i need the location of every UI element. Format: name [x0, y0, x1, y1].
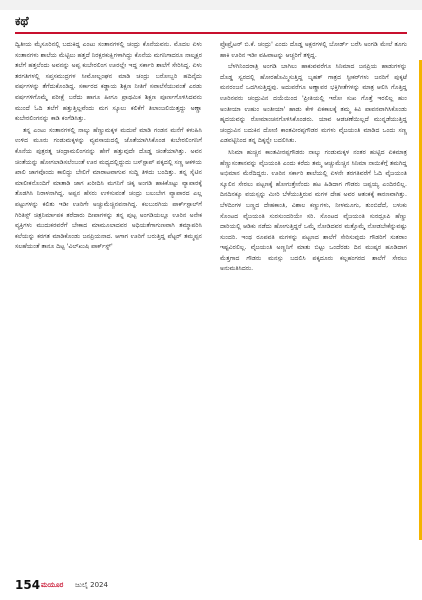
paragraph: ತನ್ನ ಎಂಟು ಸಂತಾನಗಳಲ್ಲಿ ನಾಲ್ಕು ಹೆಣ್ಣುಮಕ್ಕಳ ಮದುವೆ ಮಾಡಿ ಗಂಡನ ಮನೆಗೆ ಕಳುಹಿಸಿ ಉಳಿದ ಮೂರು ಗಂಡುಮಕ್ಕಳನ್ನು ವ್ಯವಸಾಯದಲ್ಲಿ ಜೊತೆಯಾಗಿಸಿಕೊಂಡ ಕುಬೇರಲಿಂಗನಿಗೆ ಕೊನೆಯ ಪುತ್ರರತ್ನ ಚಂದ್ರಾಮಲಿಂಗನನ್ನು ಹೇಗೆ ಹತ್ತುವುದೇ ದೊಡ್ಡ ಚಿಂತೆಯಾಗಿತ್ತು. ಅವನ ಚಿಂತೆಯನ್ನು ಹೋಗಲಾಡಿಸಲೆಂಬಂತೆ ಊರ ಮಧ್ಯದಲ್ಲಿದ್ದುದು ಬಸ್‌ಸ್ಟಾಪ್ ಪಕ್ಕದಲ್ಲಿ ಸಣ್ಣ ಆಕಳಿಯ ಖಾಲಿ ಜಾಗವೊಂದು ಕಾಲಿದ್ದು ಬೇಲಿಗೆ ಮಾರಾಟವಾಗುವ ಸುದ್ದಿ ತಿಳಿದು ಬಂದಿತ್ತು. ತನ್ನ ಸೈಟಿನ ಮಾಲೀಕನೊಂದಿಗೆ ಮಾತಾಡಿ ಜಾಗ ಖರೀದಿಸಿ ಮಗನಿಗೆ ಚಿಕ್ಕ ಅಂಗಡಿ ಹಾಕಿಕೊಟ್ಟು ವ್ಯಾಪಾರಕ್ಕೆ ತೊಡಗಿಸಿ ನಿರಾಳನಾಗಿದ್ದ. ಅಪ್ಪನ ಹೆಸರು ಉಳಿಸುವಂತೆ ಚಂದ್ರು ಬಲುಬೇಗ ವ್ಯಾಪಾರದ ಎಲ್ಲ ಪಟ್ಟುಗಳನ್ನು ಕಲಿತು ಇಡೀ ಊರಿಗೇ ಅಚ್ಚುಮೆಚ್ಚಿನವನಾಗಿದ್ದ. ಕಲಬುರಗಿಯ ಪಾರ್ಕ್‌ಸ್ಟಾಲ್‌ಗೆ ಗಿರಿತಿಸ್ಟ್ ಚಿತ್ರನಿರ್ಮಾಪಕ ತರೆದಾರು ದೀಪಾಗಳನ್ನು ತನ್ನ ಪುಟ್ಟ ಅಂಗಡಿಯಲ್ಲೂ ಊರಿನ ಅನೇಕ ವ್ಯಕ್ತಿಗಳು ಮುದುಕರವರೆಗೆ ಬೇಕಾದ ಮಾಮೂಲಾದವರ ಅಧಿಯತೆಗಾಗುಣವಾಗಿ ತಮ್ಮಾಪರಿಸಿ ಕಲೆಯನ್ನು ಕರಗತ ಮಾಡಿಕೊಂಡು ಜನಪ್ರಿಯನಾದ. ಆಗಾಗ ಊರಿಗೆ ಬರುತ್ತಿದ್ದ ಪೆಟ್ಟರ್ ತಮ್ಮಪ್ಪನ ಸಲಹೆಯಂತೆ ತಾನೂ ದಿಟ್ಟ 'ವಿಲ್‌ಖುಷಿ ಪಾರ್ಕ್‌ಸ್ಟ್' [15, 126, 202, 251]
section-title: ಕಥೆ [15, 14, 29, 28]
left-column [15, 40, 202, 575]
page-number: 154 [15, 578, 41, 592]
paragraph: ಸಿನಿಮಾ ಹುಚ್ಚಿನ ಕಾಂತವೀರಪ್ಪಗೌಡರು ನಾಲ್ಕು ಗಂಡುಮಕ್ಕಳ ನಂತರ ಹುಟ್ಟಿದ ಏಕಮಾತ್ರ ಹೆಣ್ಣುಸಂತಾನವನ್ನು ವೈಜಯಂತಿ ಎಂದು ಕರೆದು ತಮ್ಮ ಆಚ್ಚುಮೆಚ್ಚಿನ ಸಿನಿಮಾ ನಾಯಿಕೆಗ್ಗೆ ತಮಗಿದ್ದ ಅಭಿಮಾನ ಮೆರೆದಿದ್ದರು. ಊರಿನ ಸರ್ಕಾರಿ ಶಾಲೆಯಲ್ಲಿ ಏಳನೇ ತರಗತಿವರೆಗೆ ಓದಿ ವೈಜಯಂತಿ ಸ್ಕೂಲಿನ ಸೇರಲು ಪಟ್ಟಣಕ್ಕೆ ಹೋಗುತ್ತೇನೆಂದು ಹಟ ಹಿಡಿದಾಗ ಗೌಡರು ಜಪ್ಪಯ್ಯ ಎಂದಿರಲಿಲ್ಲ. ದಿನದಿನಕ್ಕೂ ವಯಸ್ಸನ್ನು ಮೀರಿ ಬೆಳೆಯುತ್ತಿರುವ ಮಗಳ ದೇಹ ಅವರ ಆತಂಕಕ್ಕೆ ಕಾರಣವಾಗಿತ್ತು. ಬೆಳದಿಂಗಳ ಬಣ್ಣದ ದೇಹಕಾಂತಿ, ವಿಶಾಲ ಕಣ್ಣುಗಳು, ನೀಳಮೂಗು, ತುಂಬಿದೆದೆ, ಬಳುಕು ಸೊಂಟದ ವೈಜಯಂತಿ ಸುರಸುಂದರಿಯೇ ಸರಿ. ಸೊಂಟದ ವೈಜಯಂತಿ ಸುರದ್ರೂಪಿ ಹೆಣ್ಣು ದಾರಿಯಲ್ಲಿ ಆಡಿಕು ನಡೆದು ಹೋಗುತ್ತಿದ್ದರೆ ಒಮ್ಮೆ ನೋಡಿದವರ ಮತ್ತೊಮ್ಮೆ ನೋಡಬೇಕೆನ್ನುವಷ್ಟು ಸುಂದರಿ. ಇಂಥ ರೂಪವತಿ ಮಗಳನ್ನು ಪಟ್ಟಣದ ಶಾಲೆಗೆ ಸೇರಿಸುವುದು ಗೌಡರಿಗೆ ಸುತರಾಂ ಇಷ್ಟವಿರಲಿಲ್ಲ. ವೈಜಯಂತಿ ಅಣ್ಣನಿಗೆ ಮಾತು ಬಿಟ್ಟು ಒಂದೆರಡು ದಿನ ಮುಷ್ಕರ ಹೂಡಿದಾಗ ಮೆತ್ತಗಾದ ಗೌಡರು ಮನಸ್ಸು ಬದಲಿಸಿ ಪಕ್ಕದೂರು ಕಲ್ಲಹಂಗರದ ಶಾಲೆಗೆ ಸೇರಲು ಅನುಮತಿಸಿದರು. [220, 148, 407, 273]
paragraph: ಬೆಳಗಿನಿಂದರಾತ್ರಿ ಅಂಗಡಿ ಬಾಗಿಲು ಹಾಕುವವರೆಗೂ ಸಿನಿಮಾದ ಜನಪ್ರಿಯ ಹಾಡುಗಳನ್ನು ದೊಡ್ಡ ಸ್ವರದಲ್ಲಿ ಹೋರಹೊಮ್ಮಿಸುತ್ತಿದ್ದ ಬೃಹತ್ ಗಾತ್ರದ ಸ್ಪೀಕರ್‌ಗಳು ಜನರಿಗೆ ಪುಕ್ಕಟೆ ಮನರಂಜನೆ ಒದಗಿಸುತ್ತಿದ್ದವು. ಅದುವರೆಗೂ ಅಣ್ಣಾವರ ಭಕ್ತಿಗೀತೆಗಳನ್ನು ಮಾತ್ರ ಆಲಿಸಿ ಗೊತ್ತಿದ್ದ ಊರಿನವರು ಚಂದ್ರುವಿನ ದಯೆಯಿಂದ 'ಪ್ರೀತಿಯಲ್ಲಿ ಇರೋ ಸುಖ ಗೊತ್ತೆ ಇರಲಿಲ್ಲ ಹುಂ ಅಂತೀಯಾ ಉಹುಂ ಅಂತೀಯಾ' ಹಾಡು ಕೇಳಿ ಏಕಕಾಲಕ್ಕೆ ತಮ್ಮ ಕಿವಿ ಪಾವನವಾಗಿಸಿಕೊಂಡು ಹೃದಯವನ್ನು ರೋಮಾಂಚನಗೊಳಿಸಿಕೊಂಡರು. ಯಾವ ಆಡಚಣೆಯಿಲ್ಲದೆ ಮುನ್ನಡೆಯುತ್ತಿದ್ದ ಚಂದ್ರುವಿನ ಬದುಕಿನ ದೋಣಿ ಕಾಂತವೀರಪ್ಪಗೌಡರ ಮಗಳು ವೈಜಯಂತಿ ಮಾಡಿದ ಒಂದು ಸಣ್ಣ ಎಡವಟ್ಟಿನಿಂದ ತನ್ನ ದಿಕ್ಕನ್ನೇ ಬದಲಿಸಿತು. [220, 63, 407, 145]
issue-date: ಜುಲೈ 2024 [75, 581, 108, 589]
right-column [220, 40, 407, 575]
magazine-name: ಮಯೂರ [41, 581, 64, 589]
paragraph: ಪ್ರೊಪ್ರೈಟರ್ ಬಿ.ಕೆ. ಚಂದ್ರು' ಎಂದು ದೊಡ್ಡ ಅಕ್ಷರಗಳಲ್ಲಿ ಬೋರ್ಡ್ ಬರೆಸಿ ಅಂಗಡಿ ಮೇಲೆ ತೂಗು ಹಾಕಿ ಊರಿನ ಇಡೀ ವಹಿವಾಟನ್ನು ಆಚ್ಚರಿಗೆ ತಳ್ಳಿದ್ದ. [220, 41, 407, 59]
page-footer [15, 578, 407, 594]
header-rule [15, 32, 407, 34]
page-header [15, 14, 407, 36]
top-margin-bar [0, 0, 422, 10]
paragraph: ದ್ವಿತೀಯ ಮೈಸೂರಿನಲ್ಲಿ ಬದುಕಿದ್ದ ಎಂಟು ಸಂತಾನಗಳಲ್ಲಿ ಚಂದ್ರು ಕೊನೆಯವನು. ಮೊದಲ ಏಳು ಸಂತಾನಗಳು ಶಾಲೆಯ ಮೆಟ್ಟಿಲು ಹತ್ತದೆ ನಿರಕ್ಷರಕುಕ್ಷಿಗಳಾಗಿದ್ದು ಕೊನೆಯ ಮಗನಿಗಾದರೂ ನಾಲ್ಕಕ್ಷರ ತಲೆಗೆ ಹತ್ತಲೆಂದು ಅವನನ್ನು ಅಪ್ಪ ಕುಬೇರಲಿಂಗ ಊರಲ್ಲೇ ಇದ್ದ ಸರ್ಕಾರಿ ಶಾಲೆಗೆ ಸೇರಿಸಿದ್ದ. ಏಳು ತರಗತಿಗಳಲ್ಲಿ ಸಪ್ತಸಮುದ್ರಗಳ ಸೀಮೋಲ್ಲಂಘನ ಮಾಡಿ ಚಂದ್ರು ಬರೋಬ್ಬರಿ ಹದಿನೈದು ವರ್ಷಗಳನ್ನು ತೆಗೆದುಕೊಂಡಿದ್ದ. ಸರ್ಕಾರದ ಕಡ್ಡಾಯ ಶಿಕ್ಷಣ ನೀತಿಗೆ ಸವಾಲೆಸೆಯುವಂತೆ ಎರಡು ವರ್ಷಗಳಿಗೊಮ್ಮೆ ಪರೀಕ್ಷೆ ಬರೆದು ಹಾಗೂ ಹೀಗೂ ಪ್ರಾಥಮಿಕ ಶಿಕ್ಷಣ ಪೂರ್ಣಗೊಳಿಸಿದವನು ಮುಂದೆ ಓದಿ ತಲೆಗೆ ಹತ್ತುತ್ತಿಲ್ಲವೆಂದು ಮಗ ಸ್ಕೂಲು ಕಲಿಕೆಗೆ ತಿಲಾಂಜಲಿಯಿತ್ತದ್ದು ಅಣ್ಣಾ ಕುಬೇರಲಿಂಗನನ್ನು ಕಾಡಿ ಕಂಗೆಡಿಸಿತ್ತು. [15, 41, 202, 123]
